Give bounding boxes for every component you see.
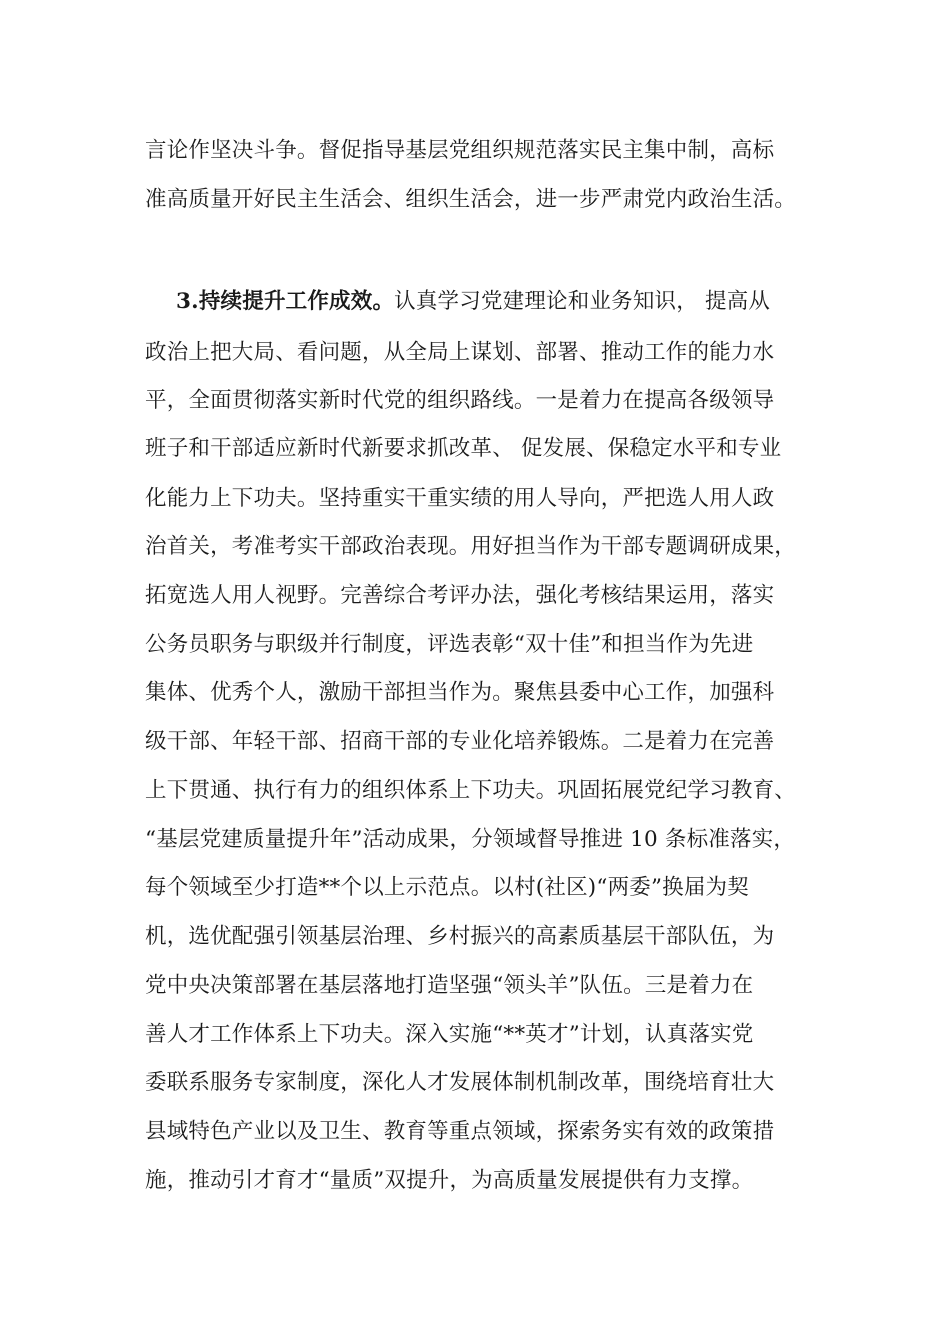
paragraph-2-line-19: 施，推动引才育才“量质”双提升，为高质量发展提供有力支撑。 bbox=[145, 1168, 754, 1193]
paragraph-2-line-1 bbox=[176, 282, 846, 322]
paragraph-2-line-9: 集体、优秀个人，激励干部担当作为。聚焦县委中心工作，加强科 bbox=[145, 680, 775, 705]
paragraph-2-line-4: 班子和干部适应新时代新要求抓改革、 促发展、保稳定水平和专业 bbox=[145, 436, 782, 461]
paragraph-2-line-8: 公务员职务与职级并行制度，评选表彰“双十佳”和担当作为先进 bbox=[145, 632, 754, 657]
paragraph-2-first-line-text: 认真学习党建理论和业务知识， 提高从 bbox=[394, 289, 771, 314]
paragraph-2-line-5: 化能力上下功夫。坚持重实干重实绩的用人导向，严把选人用人政 bbox=[145, 486, 775, 511]
paragraph-2-line-10: 级干部、年轻干部、招商干部的专业化培养锻炼。二是着力在完善 bbox=[145, 729, 775, 754]
paragraph-2-line-2: 政治上把大局、看问题，从全局上谋划、部署、推动工作的能力水 bbox=[145, 340, 775, 365]
paragraph-2-line-15: 党中央决策部署在基层落地打造坚强“领头羊”队伍。三是着力在 bbox=[145, 973, 754, 998]
paragraph-2-line-17: 委联系服务专家制度，深化人才发展体制机制改革，围绕培育壮大 bbox=[145, 1070, 775, 1095]
paragraph-2-line-3: 平，全面贯彻落实新时代党的组织路线。一是着力在提高各级领导 bbox=[145, 388, 775, 413]
paragraph-2-line-14: 机，选优配强引领基层治理、乡村振兴的高素质基层干部队伍，为 bbox=[145, 924, 775, 949]
paragraph-2-line-6: 治首关，考准考实干部政治表现。用好担当作为干部专题调研成果， bbox=[145, 534, 797, 559]
paragraph-2-line-18: 县域特色产业以及卫生、教育等重点领域，探索务实有效的政策措 bbox=[145, 1119, 775, 1144]
paragraph-2-line-11: 上下贯通、执行有力的组织体系上下功夫。巩固拓展党纪学习教育、 bbox=[145, 778, 797, 803]
paragraph-1-line-1: 言论作坚决斗争。督促指导基层党组织规范落实民主集中制，高标 bbox=[145, 138, 775, 163]
paragraph-1-line-2: 准高质量开好民主生活会、组织生活会，进一步严肃党内政治生活。 bbox=[145, 187, 797, 212]
paragraph-2-line-16: 善人才工作体系上下功夫。深入实施“**英才”计划，认真落实党 bbox=[145, 1022, 754, 1047]
paragraph-2-heading: 3.持续提升工作成效。 bbox=[176, 289, 395, 314]
paragraph-2-line-13: 每个领域至少打造**个以上示范点。以村(社区)“两委”换届为契 bbox=[145, 875, 749, 900]
paragraph-2-line-7: 拓宽选人用人视野。完善综合考评办法，强化考核结果运用，落实 bbox=[145, 583, 775, 608]
paragraph-2-line-12: “基层党建质量提升年”活动成果，分领域督导推进 10 条标准落实， bbox=[145, 827, 796, 852]
